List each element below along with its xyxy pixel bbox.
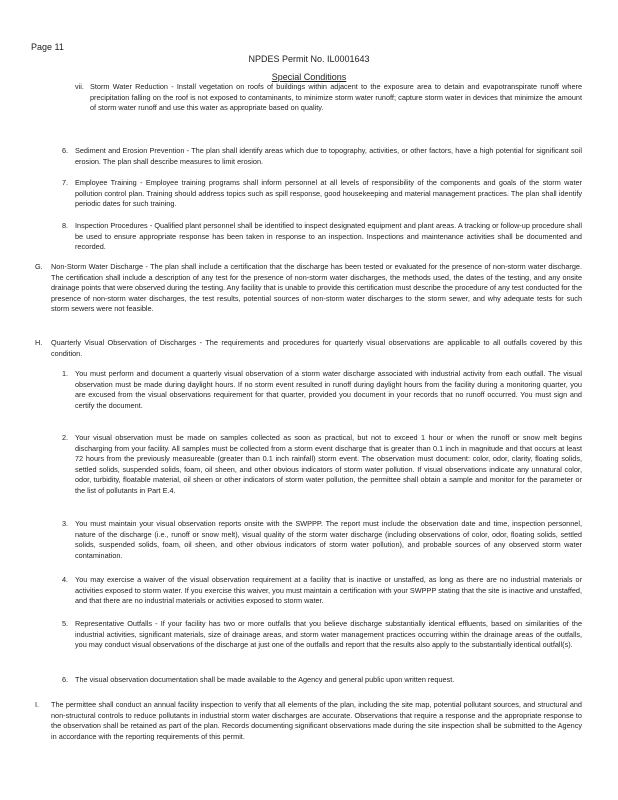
item-text: Inspection Procedures - Qualified plant personnel shall be identified to inspect designated equipment and plant areas. A tracking or follow-up procedure shall be used to ensure appropriate response has been taken in response to an inspection. Inspections and maintenance activities shall be documented and recorded. <box>75 221 582 251</box>
item-text: Employee Training - Employee training programs shall inform personnel at all levels of responsibility of the components and goals of the storm water pollution control plan. Training should address topics such as spill response, good housekeeping and material management practices. The plan shall identify periodic dates for such training. <box>75 178 582 208</box>
item-text: Your visual observation must be made on samples collected as soon as practical, but not to exceed 1 hour or when the runoff or snow melt begins discharging from your facility. All samples must be collected from a storm event discharge that is greater than 0.1 inch in magnitude and that occurs at least 72 hours from the previously measureable (greater than 0.1 inch rainfall) storm event. The observation must document: color, odor, clarity, floating solids, settled solids, suspended solids, foam, oil sheen, and other obvious indicators of storm water pollution. If visual observations indicate any unnatural color, odor, turbidity, floatable material, oil sheen or other indicators of storm water pollution, the permittee shall obtain a sample and monitor for the parameter or the list of pollutants in Part E.4. <box>75 433 582 495</box>
section-text: The permittee shall conduct an annual facility inspection to verify that all elements of the plan, including the site map, potential pollutant sources, and structural and non-structural controls to reduce pollutants in industrial storm water discharges are accurate. Observations that require a response and the appropriate response to the observation shall be retained as part of the plan. Records documenting significant observations made during the site inspection shall be submitted to the Agency in accordance with the reporting requirements of this permit. <box>51 700 582 741</box>
section-marker: G. <box>35 262 43 271</box>
section-heading: Special Conditions <box>271 72 347 82</box>
item-marker: 7. <box>62 178 69 187</box>
section-text: Non-Storm Water Discharge - The plan shall include a certification that the discharge has been tested or evaluated for the presence of non-storm water discharge. The certification shall include a description of any test for the presence of non-storm water discharges, the methods used, the dates of the testing, and any onsite drainage points that were observed during the testing. Any facility that is unable to provide this certification must describe the procedure of any test conducted for the presence of non-storm water discharges, the test results, potential sources of non-storm water discharges to the storm sewer, and why adequate tests for such storm sewers were not feasible. <box>51 262 582 313</box>
item-marker: 2. <box>62 433 69 442</box>
item-text: Storm Water Reduction - Install vegetation on roofs of buildings within adjacent to the exposure area to detain and evapotranspirate runoff where precipitation falling on the roof is not exposed to contaminants, to minimize storm water runoff; capture storm water in devices that minimize the amount of storm water runoff and use this water as appropriate based on quality. <box>90 82 582 112</box>
item-text: You must maintain your visual observation reports onsite with the SWPPP. The report must include the observation date and time, inspection personnel, nature of the discharge (i.e., runoff or snow melt), visual quality of the storm water discharge (including observations of color, odor, floating solids, settled solids, suspended solids, foam, oil sheen, and other obvious indicators of storm water pollution), and probable sources of any observed storm water contamination. <box>75 519 582 560</box>
item-marker: 3. <box>62 519 69 528</box>
item-marker: 5. <box>62 619 69 628</box>
item-text: Representative Outfalls - If your facility has two or more outfalls that you believe discharge substantially identical effluents, based on similarities of the industrial activities, significant materials, size of drainage areas, and storm water management practices occurring within the drainage areas of the outfalls, you may conduct visual observations of the discharge at just one of the outfalls and report that the results also apply to the substantially identical outfall(s). <box>75 619 582 649</box>
item-text: The visual observation documentation shall be made available to the Agency and general public upon written request. <box>75 675 455 684</box>
page-number: Page 11 <box>31 42 64 52</box>
item-text: You must perform and document a quarterly visual observation of a storm water discharge associated with industrial activity from each outfall. The visual observation must be made during daylight hours. If no storm event resulted in runoff during daylight hours from the facility during a monitoring quarter, you are excused from the visual observations requirement for that quarter, provided you document in your records that no runoff occurred. You must sign and certify the document. <box>75 369 582 410</box>
item-text: Sediment and Erosion Prevention - The plan shall identify areas which due to topography, activities, or other factors, have a high potential for significant soil erosion. The plan shall describe measures to limit erosion. <box>75 146 582 166</box>
section-text: Quarterly Visual Observation of Discharges - The requirements and procedures for quarterly visual observations are applicable to all outfalls covered by this condition. <box>51 338 582 358</box>
item-text: You may exercise a waiver of the visual observation requirement at a facility that is inactive or unstaffed, as long as there are no industrial materials or activities exposed to storm water. If you exercise this waiver, you must maintain a certification with your SWPPP stating that the site is inactive and unstaffed, and that there are no industrial materials or activities exposed to storm water. <box>75 575 582 605</box>
section-marker: I. <box>35 700 40 709</box>
item-marker: vii. <box>75 82 84 91</box>
section-marker: H. <box>35 338 43 347</box>
item-marker: 6. <box>62 146 69 155</box>
item-marker: 1. <box>62 369 69 378</box>
permit-number: NPDES Permit No. IL0001643 <box>248 54 370 64</box>
item-marker: 4. <box>62 575 69 584</box>
item-marker: 6. <box>62 675 69 684</box>
item-marker: 8. <box>62 221 69 230</box>
